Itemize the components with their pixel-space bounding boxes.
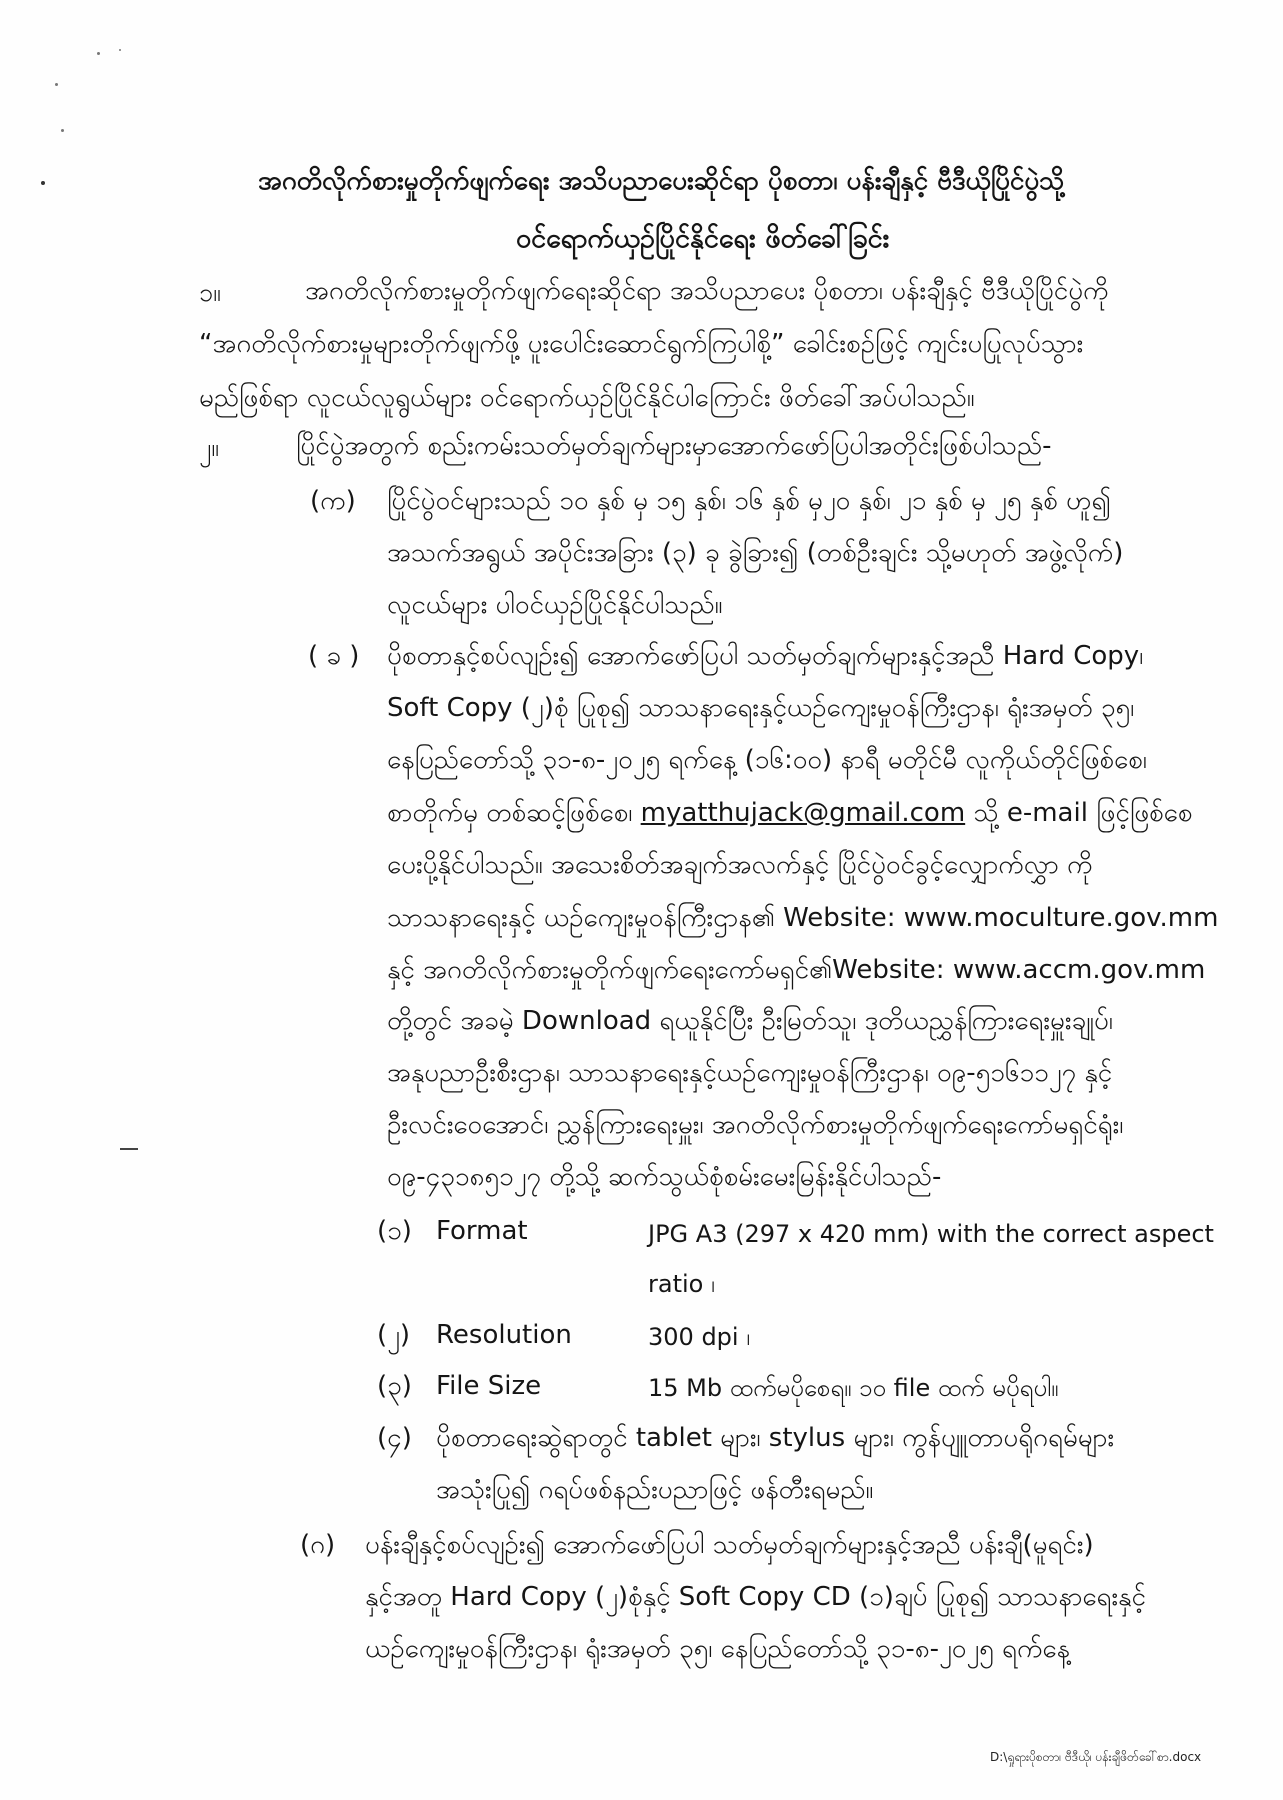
spec-2-number: (၂): [377, 1320, 411, 1350]
item-kha-line3: နေပြည်တော်သို့ ၃၁-၈-၂၀၂၅ ရက်နေ့ (၁၆:၀၀) နာရီ မတိုင်မီ လူကိုယ်တိုင်ဖြစ်စေ၊: [387, 745, 1147, 775]
item-kha-line4: [387, 800, 1192, 826]
item-kha-line8: တို့တွင် အခမဲ့ Download ရယူနိုင်ပြီး ဦးမြတ်သူ၊ ဒုတိယညွှန်ကြားရေးမှူးချုပ်၊: [387, 1006, 1113, 1036]
file-path-footer: D:\ရှုရားပိုစတာ၊ ဗီဒီယို၊ ပန်းချီဖိတ်ခေါ်စာ.docx: [990, 1750, 1202, 1764]
item-ka-line1: ပြိုင်ပွဲဝင်များသည် ၁၀ နှစ် မှ ၁၅ နှစ်၊ ၁၆ နှစ် မှ၂၀ နှစ်၊ ၂၁ နှစ် မှ ၂၅ နှစ် ဟူ၍: [387, 486, 1111, 516]
item-ga-label: (ဂ): [300, 1530, 336, 1560]
scan-speck: [55, 83, 58, 86]
para1-line2: “အဂတိလိုက်စားမှုများတိုက်ဖျက်ဖို့ ပူးပေါင်းဆောင်ရွက်ကြပါစို့” ခေါင်းစဉ်ဖြင့် ကျင်းပပြုလုပ်သွား: [199, 329, 1084, 359]
contact-email-link[interactable]: myatthujack@gmail.com: [640, 798, 966, 828]
para1-line1-text: အဂတိလိုက်စားမှုတိုက်ဖျက်ရေးဆိုင်ရာ အသိပညာပေး ပိုစတာ၊ ပန်းချီနှင့် ဗီဒီယိုပြိုင်ပွဲကို: [305, 276, 1109, 306]
para1-line3: မည်ဖြစ်ရာ လူငယ်လူရွယ်များ ဝင်ရောက်ယှဉ်ပြိုင်နိုင်ပါကြောင်း ဖိတ်ခေါ်အပ်ပါသည်။: [199, 383, 975, 413]
spec-3-number: (၃): [377, 1371, 412, 1401]
spec-2-name: Resolution: [436, 1320, 572, 1350]
item-ga-line1: ပန်းချီနှင့်စပ်လျဉ်း၍ အောက်ဖော်ပြပါ သတ်မှတ်ချက်များနှင့်အညီ ပန်းချီ(မူရင်း): [365, 1530, 1094, 1560]
item-kha-line10: ဦးလင်းဝေအောင်၊ ညွှန်ကြားရေးမှူး၊ အဂတိလိုက်စားမှုတိုက်ဖျက်ရေးကော်မရှင်ရုံး၊: [387, 1110, 1124, 1140]
item-kha-line5: ပေးပို့နိုင်ပါသည်။ အသေးစိတ်အချက်အလက်နှင့် ပြိုင်ပွဲဝင်ခွင့်လျှောက်လွှာ ကို: [387, 850, 1093, 880]
item-kha-line2: Soft Copy (၂)စုံ ပြုစု၍ သာသနာရေးနှင့်ယဉ်ကျေးမှုဝန်ကြီးဌာန၊ ရုံးအမှတ် ၃၅၊: [387, 693, 1135, 723]
scan-speck: [97, 52, 100, 55]
item-kha-line6: သာသနာရေးနှင့် ယဉ်ကျေးမှုဝန်ကြီးဌာန၏ Website: www.moculture.gov.mm: [387, 903, 1219, 933]
item-kha-line4-post: သို့ e-mail ဖြင့်ဖြစ်စေ: [973, 798, 1193, 828]
item-kha-line7: နှင့် အဂတိလိုက်စားမှုတိုက်ဖျက်ရေးကော်မရှင်၏Website: www.accm.gov.mm: [387, 955, 1206, 985]
item-ka-label: (က): [310, 486, 356, 516]
item-ka-line2: အသက်အရွယ် အပိုင်းအခြား (၃) ခု ခွဲခြား၍ (တစ်ဦးချင်း သို့မဟုတ် အဖွဲ့လိုက်): [387, 538, 1124, 568]
item-ga-line2: နှင့်အတူ Hard Copy (၂)စုံနှင့် Soft Copy CD (၁)ချပ် ပြုစု၍ သာသနာရေးနှင့်: [365, 1582, 1146, 1612]
spec-3-value-line1: 15 Mb ထက်မပိုစေရ။ ၁၀ file ထက် မပိုရပါ။: [648, 1374, 1059, 1402]
para2-number: ၂။: [199, 433, 219, 462]
para2-line1: ပြိုင်ပွဲအတွက် စည်းကမ်းသတ်မှတ်ချက်များမှာအောက်ဖော်ပြပါအတိုင်းဖြစ်ပါသည်-: [296, 431, 1052, 461]
item-ka-line3: လူငယ်များ ပါဝင်ယှဉ်ပြိုင်နိုင်ပါသည်။: [387, 590, 723, 620]
item-ga-line3: ယဉ်ကျေးမှုဝန်ကြီးဌာန၊ ရုံးအမှတ် ၃၅၊ နေပြည်တော်သို့ ၃၁-၈-၂၀၂၅ ရက်နေ့: [365, 1634, 1070, 1664]
spec-4-number: (၄): [377, 1423, 412, 1453]
para1-number: ၁။: [199, 278, 221, 307]
item-kha-label: ( ခ ): [308, 641, 360, 671]
document-title-line1: အဂတိလိုက်စားမှုတိုက်ဖျက်ရေး အသိပညာပေးဆိုင်ရာ ပိုစတာ၊ ပန်းချီနှင့် ဗီဒီယိုပြိုင်ပွဲသို့: [258, 166, 1065, 196]
scan-speck: [61, 129, 64, 132]
spec-4-line2: အသုံးပြု၍ ဂရပ်ဖစ်နည်းပညာဖြင့် ဖန်တီးရမည်။: [436, 1475, 874, 1505]
item-kha-line4-pre: စာတိုက်မှ တစ်ဆင့်ဖြစ်စေ၊: [387, 798, 633, 828]
scan-speck: [119, 49, 121, 51]
spec-3-name: File Size: [436, 1371, 542, 1401]
document-title-line2: ဝင်ရောက်ယှဉ်ပြိုင်နိုင်ရေး ဖိတ်ခေါ်ခြင်း: [516, 223, 890, 254]
item-kha-line1: ပိုစတာနှင့်စပ်လျဉ်း၍ အောက်ဖော်ပြပါ သတ်မှတ်ချက်များနှင့်အညီ Hard Copy၊: [387, 641, 1144, 671]
spec-2-value-line1: 300 dpi ၊: [648, 1323, 750, 1351]
spec-1-value-line2: ratio ၊: [648, 1270, 715, 1298]
scan-speck: [41, 181, 45, 185]
spec-1-value-line1: JPG A3 (297 x 420 mm) with the correct aspect: [648, 1220, 1214, 1248]
scan-mark: [120, 1148, 138, 1150]
item-kha-line11: ၀၉-၄၃၁၈၅၁၂၇ တို့သို့ ဆက်သွယ်စုံစမ်းမေးမြန်းနိုင်ပါသည်-: [387, 1162, 942, 1192]
spec-1-number: (၁): [377, 1216, 412, 1246]
item-kha-line9: အနုပညာဦးစီးဌာန၊ သာသနာရေးနှင့်ယဉ်ကျေးမှုဝန်ကြီးဌာန၊ ၀၉-၅၁၆၁၁၂၇ နှင့်: [387, 1058, 1113, 1088]
spec-1-name: Format: [436, 1216, 528, 1246]
para1-line1: [305, 278, 1225, 304]
spec-4-line1: ပိုစတာရေးဆွဲရာတွင် tablet များ၊ stylus များ၊ ကွန်ပျူတာပရိုဂရမ်များ: [436, 1423, 1115, 1453]
